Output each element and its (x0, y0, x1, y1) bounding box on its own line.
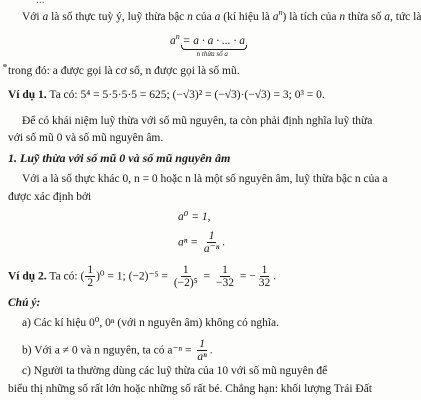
fraction: $\frac{1}{-32}$ (215, 264, 234, 290)
margin-mark (3, 64, 7, 67)
section-1-line-2: được xác định bởi (8, 191, 92, 203)
fraction: $\frac{1}{2}$ (87, 264, 94, 290)
formula-negative-exponent: aⁿ = $\frac{1}{\text{a⁻ⁿ}}$ . (178, 230, 226, 256)
fraction: $\frac{1}{\text{(−2)⁵}}$ (173, 264, 198, 290)
note-c-line-2: biểu thị những số rất lớn hoặc những số rất bé. Chẳng hạn: khối lượng Trái Đất (8, 383, 373, 395)
para-1-line-1: Để có khái niệm luỹ thừa với số mũ nguyên, ta còn phải định nghĩa luỹ thừa (22, 115, 373, 127)
section-1-line-1: Với a là số thực khác 0, n = 0 hoặc n là một số nguyên âm, luỹ thừa bậc n của a (22, 173, 388, 185)
underbrace-note: n thừa số a (196, 50, 228, 58)
power-definition-formula: $a^n = a \cdot a$ · ... · a n thừa số a (170, 32, 246, 58)
fraction: $\frac{1}{32}$ (258, 264, 271, 290)
note-heading: Chú ý: (8, 297, 41, 309)
example-1: Ví dụ 1. Ta có: 5⁴ = 5·5·5·5 = 625; (−√3)² = (−√3)·(−√3) = 3; 0³ = 0. (8, 89, 325, 101)
fraction: $\frac{1}{\text{aⁿ}}$ (197, 338, 207, 364)
note-c-line-1: c) Người ta thường dùng các luỹ thừa của 10 với số mũ nguyên để (22, 365, 328, 377)
intro-line-1: Với a là số thực tuỳ ý, luỹ thừa bậc n của a (kí hiệu là $a^n$) là tích của n thừa số a, tức là (22, 8, 421, 23)
formula-zero-exponent: a⁰ = 1, (178, 211, 211, 223)
example-2: Ví dụ 2. Ta có: ( $\frac{1}{2}$ )⁰ = 1; (−2)⁻⁵ = $\frac{1}{\text{(−2)⁵}}$ = $\frac{1}{-32}$ = − $\frac{1}{32}$ . (8, 264, 277, 290)
intro-line-2: trong đó: a được gọi là cơ số, n được gọi là số mũ. (8, 65, 240, 77)
fraction: $\frac{1}{\text{a⁻ⁿ}}$ (203, 230, 220, 256)
para-1-line-2: với số mũ 0 và số mũ nguyên âm. (8, 132, 164, 144)
top-partial-text: ... (36, 0, 45, 6)
section-1-heading: 1. Luỹ thừa với số mũ 0 và số mũ nguyên âm (8, 151, 231, 165)
note-a: a) Các kí hiệu 0⁰, 0ⁿ (với n nguyên âm) không có nghĩa. (22, 317, 280, 329)
note-b: b) Với a ≠ 0 và n nguyên, ta có a⁻ⁿ = $\frac{1}{\text{aⁿ}}$ . (22, 338, 213, 364)
